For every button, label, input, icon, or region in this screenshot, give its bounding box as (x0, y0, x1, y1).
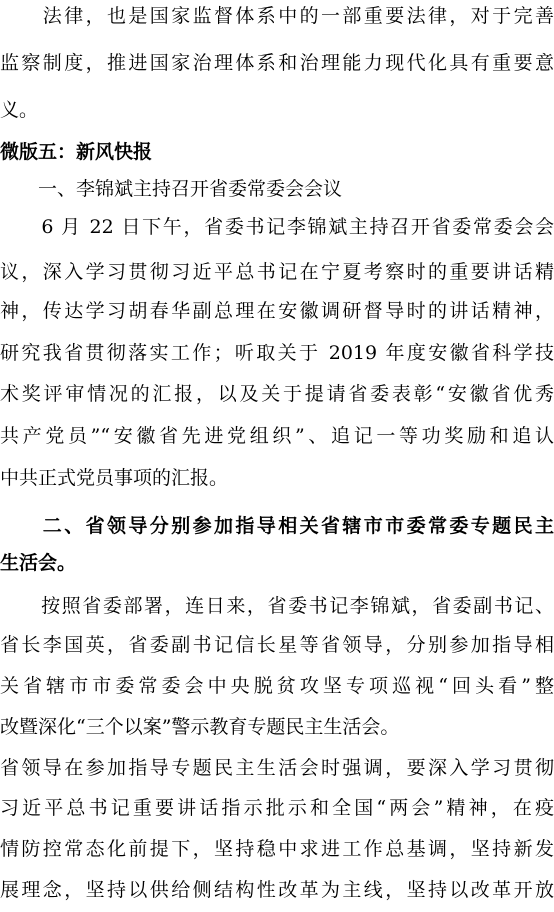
section-heading: 微版五：新风快报 (0, 141, 153, 163)
paragraph-line: 议，深入学习贯彻习近平总书记在宁夏考察时的重要讲话精 (0, 261, 554, 283)
paragraph-line: 展理念，坚持以供给侧结构性改革为主线，坚持以改革开放 (0, 879, 554, 901)
paragraph-line: 6 月 22 日下午，省委书记李锦斌主持召开省委常委会会 (0, 216, 554, 238)
paragraph-line: 义。 (0, 99, 39, 121)
paragraph-line: 研究我省贯彻落实工作；听取关于 2019 年度安徽省科学技 (0, 342, 554, 364)
paragraph-line: 神，传达学习胡春华副总理在安徽调研督导时的讲话精神， (0, 300, 554, 322)
paragraph-line: 法律，也是国家监督体系中的一部重要法律，对于完善 (0, 5, 554, 27)
paragraph-line: 中共正式党员事项的汇报。 (0, 467, 229, 489)
paragraph-line: 按照省委部署，连日来，省委书记李锦斌，省委副书记、 (0, 595, 554, 617)
paragraph-line: 省长李国英，省委副书记信长星等省领导，分别参加指导相 (0, 634, 554, 656)
paragraph-line: 习近平总书记重要讲话指示批示和全国“两会”精神，在疫 (0, 797, 554, 819)
subheading: 一、李锦斌主持召开省委常委会会议 (0, 178, 343, 200)
subheading: 生活会。 (0, 552, 77, 574)
paragraph-line: 监察制度，推进国家治理体系和治理能力现代化具有重要意 (0, 52, 554, 74)
paragraph-line: 共产党员”“安徽省先进党组织”、追记一等功奖励和追认 (0, 425, 554, 447)
paragraph-line: 术奖评审情况的汇报，以及关于提请省委表彰“安徽省优秀 (0, 383, 554, 405)
paragraph-line: 省领导在参加指导专题民主生活会时强调，要深入学习贯彻 (0, 757, 554, 779)
subheading: 二、省领导分别参加指导相关省辖市市委常委专题民主 (0, 515, 554, 537)
paragraph-line: 关省辖市市委常委会中央脱贫攻坚专项巡视“回头看”整 (0, 675, 554, 697)
paragraph-line: 改暨深化“三个以案”警示教育专题民主生活会。 (0, 716, 400, 738)
paragraph-line: 情防控常态化前提下，坚持稳中求进工作总基调，坚持新发 (0, 838, 554, 860)
